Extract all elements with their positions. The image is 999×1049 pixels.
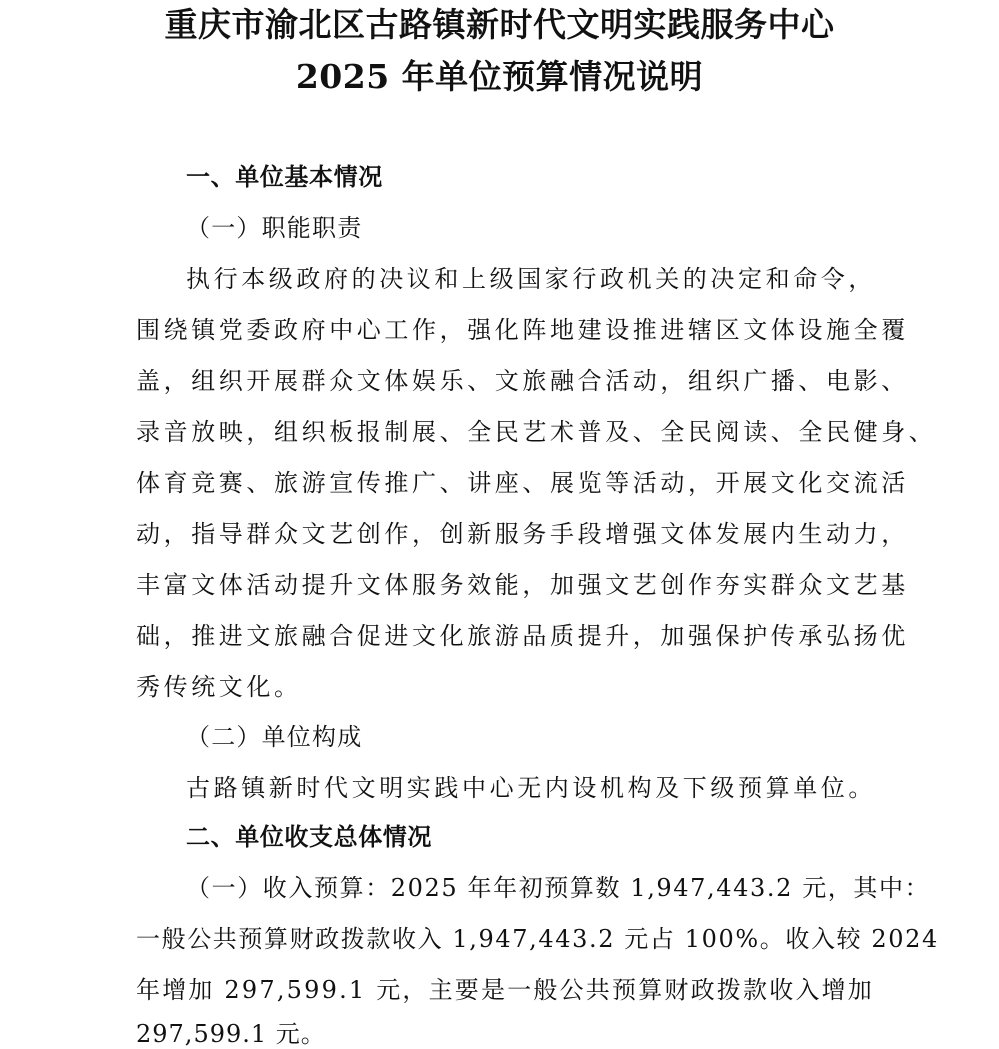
section-1-heading: 一、单位基本情况 xyxy=(186,162,383,191)
paragraph-line: （一）收入预算：2025 年年初预算数 1,947,443.2 元，其中： xyxy=(186,874,931,902)
paragraph-line: 录音放映，组织板报制展、全民艺术普及、全民阅读、全民健身、 xyxy=(136,418,937,446)
paragraph-line: 秀传统文化。 xyxy=(136,673,302,701)
paragraph-line: 297,599.1 元。 xyxy=(136,1020,326,1048)
paragraph-line: 盖，组织开展群众文体娱乐、文旅融合活动，组织广播、电影、 xyxy=(136,367,909,395)
paragraph-line: 执行本级政府的决议和上级国家行政机关的决定和命令， xyxy=(186,265,876,293)
paragraph-line: 年增加 297,599.1 元，主要是一般公共预算财政拨款收入增加 xyxy=(136,976,875,1004)
section-2-heading: 二、单位收支总体情况 xyxy=(186,822,432,851)
paragraph-line: 围绕镇党委政府中心工作，强化阵地建设推进辖区文体设施全覆 xyxy=(136,316,909,344)
paragraph-line: 丰富文体活动提升文体服务效能，加强文艺创作夯实群众文艺基 xyxy=(136,571,909,599)
paragraph-line: 体育竞赛、旅游宣传推广、讲座、展览等活动，开展文化交流活 xyxy=(136,469,909,497)
paragraph-line: 础，推进文旅融合促进文化旅游品质提升，加强保护传承弘扬优 xyxy=(136,622,909,650)
paragraph-line: 一般公共预算财政拨款收入 1,947,443.2 元占 100%。收入较 2024 xyxy=(136,925,939,953)
document-title-line-1: 重庆市渝北区古路镇新时代文明实践服务中心 xyxy=(164,5,835,44)
document-title-line-2: 2025 年单位预算情况说明 xyxy=(295,57,704,96)
paragraph-line: 动，指导群众文艺创作，创新服务手段增强文体发展内生动力， xyxy=(136,520,909,548)
subsection-functions-heading: （一）职能职责 xyxy=(186,214,363,242)
paragraph-line: 古路镇新时代文明实践中心无内设机构及下级预算单位。 xyxy=(186,774,876,802)
subsection-composition-heading: （二）单位构成 xyxy=(186,723,363,751)
